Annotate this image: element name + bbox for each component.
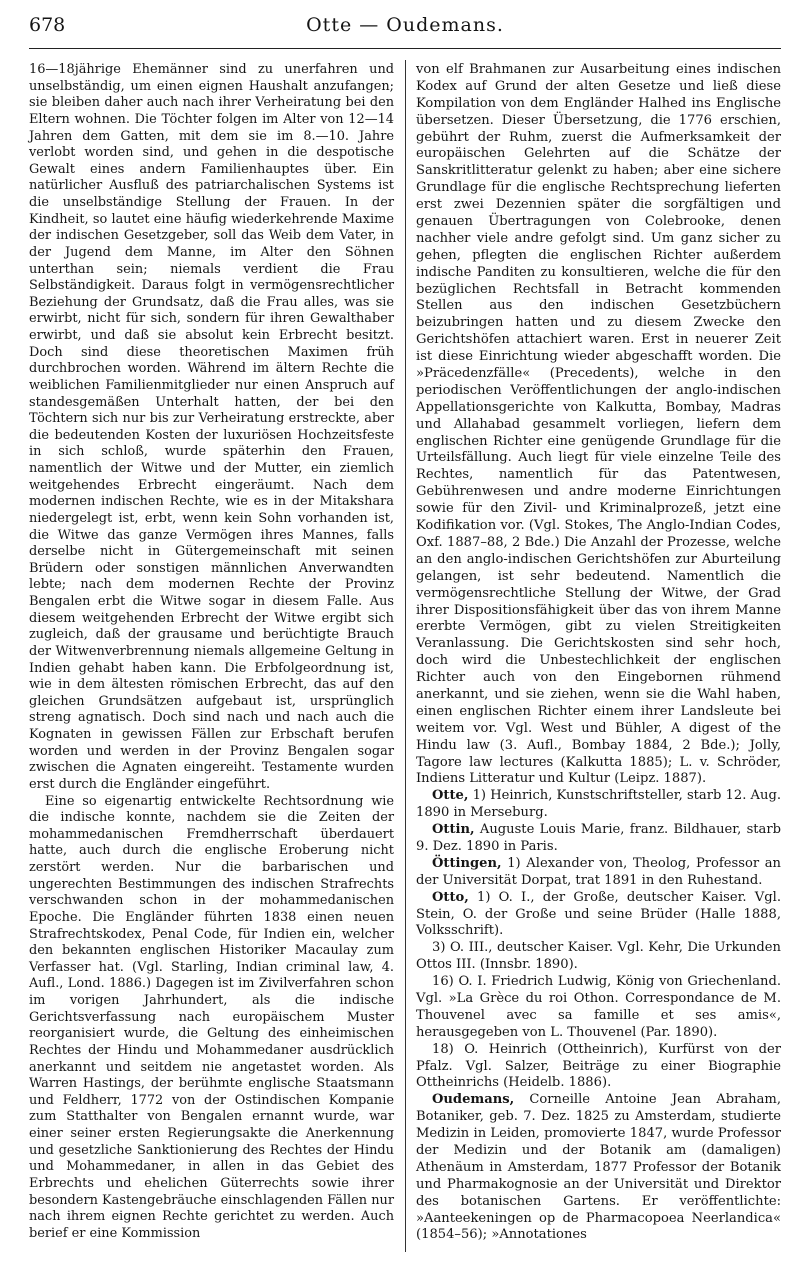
running-title: Otte — Oudemans. — [306, 14, 504, 36]
paragraph: von elf Brahmanen zur Ausarbeitung eines indischen Kodex auf Grund der alten Gesetze und ließ diese Kompilation von dem Engländer Halhed ins Englische übersetzen. Dieser Übersetzung, die 1776 erschien, gebührt der Ruhm, zuerst die Aufmerksamkeit der europäischen Gelehrten auf die Schätze der Sanskritlitteratur gelenkt zu haben; aber eine sichere Grundlage für die englische Rechtsprechung lieferten erst zwei Dezennien später die sorgfältigen und genauen Übertragungen von Colebrooke, denen nachher viele andre gefolgt sind. Um ganz sicher zu gehen, pflegten die englischen Richter außerdem indische Panditen zu konsultieren, welche die für den bezüglichen Rechtsfall in Betracht kommenden Stellen aus den indischen Gesetzbüchern beizubringen hatten und zu diesem Zwecke den Gerichtshöfen attachiert waren. Erst in neuerer Zeit ist diese Einrichtung wieder abgeschafft worden. Die »Präcedenzfälle« (Precedents), welche in den periodischen Veröffentlichungen der anglo-indischen Appellationsgerichte von Kalkutta, Bombay, Madras und Allahabad gesammelt vorliegen, liefern dem englischen Richter eine genügende Grundlage für die Urteilsfällung. Auch liegt für viele einzelne Teile des Rechtes, namentlich für das Patentwesen, Gebührenwesen und andre moderne Einrichtungen sowie für den Zivil- und Kriminalprozeß, jetzt eine Kodifikation vor. (Vgl. Stokes, The Anglo-Indian Codes, Oxf. 1887–88, 2 Bde.) Die Anzahl der Prozesse, welche an den anglo-indischen Gerichtshöfen zur Aburteilung gelangen, ist sehr bedeutend. Namentlich die vermögensrechtliche Stellung der Witwe, der Grad ihrer Dispositionsfähigkeit über das von ihrem Manne ererbte Vermögen, gibt zu vielen Streitigkeiten Veranlassung. Die Gerichtskosten sind sehr hoch, doch wird die Unbestechlichkeit der englischen Richter auch von den Eingebornen rühmend anerkannt, und sie ziehen, wenn sie die Wahl haben, einen englischen Richter einem ihrer Landsleute bei weitem vor. Vgl. West und Bühler, A digest of the Hindu law (3. Aufl., Bombay 1884, 2 Bde.); Jolly, Tagore law lectures (Kalkutta 1885); L. v. Schröder, Indiens Litteratur und Kultur (Leipz. 1887). — [416, 62, 781, 787]
entry-text: Corneille Antoine Jean Abraham, Botaniker, geb. 7. Dez. 1825 zu Amsterdam, studierte Medizin in Leiden, promovierte 1847, wurde Professor der Medizin und der Botanik am (damaligen) Athenäum in Amsterdam, 1877 Professor der Botanik und Pharmakognosie an der Universität und Direktor des botanischen Gartens. Er veröffentlichte: »Aanteekeningen op de Pharmacopoea Neerlandica« (1854–56); »Annotationes — [416, 1092, 781, 1243]
paragraph: 16—18jährige Ehemänner sind zu unerfahren und unselbständig, um einen eignen Haushalt anzufangen; sie bleiben daher auch nach ihrer Verheiratung bei den Eltern wohnen. Die Töchter folgen im Alter von 12—14 Jahren dem Gatten, mit dem sie im 8.—10. Jahre verlobt worden sind, und gehen in die despotische Gewalt eines andern Familienhauptes über. Ein natürlicher Ausfluß des patriarchalischen Systems ist die unselbständige Stellung der Frauen. In der Kindheit, so lautet eine häufig wiederkehrende Maxime der indischen Gesetzgeber, soll das Weib dem Vater, in der Jugend dem Manne, im Alter den Söhnen unterthan sein; niemals verdient die Frau Selbständigkeit. Daraus folgt in vermögensrechtlicher Beziehung der Grundsatz, daß die Frau alles, was sie erwirbt, nicht für sich, sondern für ihren Gewalthaber erwirbt, und daß sie absolut kein Erbrecht besitzt. Doch sind diese theoretischen Maximen früh durchbrochen worden. Während im ältern Rechte die weiblichen Familienmitglieder nur einen Anspruch auf standesgemäßen Unterhalt hatten, der bei den Töchtern sich nur bis zur Verheiratung erstreckte, aber die bedeutenden Kosten der luxuriösen Hochzeitsfeste in sich schloß, wurde späterhin den Frauen, namentlich der Witwe und der Mutter, ein ziemlich weitgehendes Erbrecht eingeräumt. Nach dem modernen indischen Rechte, wie es in der Mitakshara niedergelegt ist, erbt, wenn kein Sohn vorhanden ist, die Witwe das ganze Vermögen ihres Mannes, falls derselbe nicht in Gütergemeinschaft mit seinen Brüdern oder sonstigen männlichen Anverwandten lebte; nach dem modernen Rechte der Provinz Bengalen erbt die Witwe sogar in diesem Falle. Aus diesem weitgehenden Erbrecht der Witwe ergibt sich zugleich, daß der grausame und berüchtigte Brauch der Witwenverbrennung niemals allgemeine Geltung in Indien gehabt haben kann. Die Erbfolgeordnung ist, wie in dem ältesten römischen Erbrecht, das auf den gleichen Grundsätzen aufgebaut ist, ursprünglich streng agnatisch. Doch sind nach und nach auch die Kognaten in gewissen Fällen zur Erbschaft berufen worden und werden in der Provinz Bengalen sogar zwischen die Agnaten eingereiht. Testamente wurden erst durch die Engländer eingeführt. — [29, 62, 394, 792]
entry-text: 1) Alexander von, Theolog, Professor an der Universität Dorpat, trat 1891 in den Ruhestand. — [416, 855, 781, 888]
headword: Otto, — [432, 889, 469, 905]
entry-oettingen — [416, 856, 781, 890]
entry-ottin — [416, 822, 781, 856]
headword: Oudemans, — [432, 1092, 515, 1108]
headword: Öttingen, — [432, 855, 502, 871]
entry-otto-18: 18) O. Heinrich (Ottheinrich), Kurfürst von der Pfalz. Vgl. Salzer, Beiträge zu einer Biographie Ottheinrichs (Heidelb. 1886). — [416, 1041, 781, 1091]
headword: Ottin, — [432, 822, 475, 838]
paragraph: Eine so eigenartig entwickelte Rechtsordnung wie die indische konnte, nachdem sie die Zeiten der mohammedanischen Fremdherrschaft überdauert hatte, auch durch die englische Eroberung nicht zerstört werden. Nur die barbarischen und ungerechten Bestimmungen des indischen Strafrechts verschwanden schon in der mohammedanischen Epoche. Die Engländer führten 1838 einen neuen Strafrechtskodex, Penal Code, für Indien ein, welcher den bekannten englischen Historiker Macaulay zum Verfasser hat. (Vgl. Starling, Indian criminal law, 4. Aufl., Lond. 1886.) Dagegen ist im Zivilverfahren schon im vorigen Jahrhundert, als die indische Gerichtsverfassung nach europäischem Muster reorganisiert wurde, die Geltung des einheimischen Rechtes der Hindu und Mohammedaner ausdrücklich anerkannt und seitdem nie angetastet worden. Als Warren Hastings, der berühmte englische Staatsmann und Feldherr, 1772 von der Ostindischen Kompanie zum Statthalter von Bengalen ernannt wurde, war einer seiner ersten Regierungsakte die Anerkennung und gesetzliche Sanktionierung des Rechtes der Hindu und Mohammedaner, in allen in das Gebiet des Erbrechts und ehelichen Güterrechts sowie ihrer besondern Kastengebräuche einschlagenden Fällen nur nach ihrem eignen Rechte gerichtet zu werden. Auch berief er eine Kommission — [29, 793, 394, 1241]
left-column — [29, 62, 394, 1242]
entry-otto — [416, 890, 781, 941]
right-column — [416, 62, 781, 1244]
page-header — [29, 6, 781, 44]
entry-otto-3: 3) O. III., deutscher Kaiser. Vgl. Kehr, Die Urkunden Ottos III. (Innsbr. 1890). — [416, 940, 781, 973]
entry-text: 1) Heinrich, Kunstschriftsteller, starb 12. Aug. 1890 in Merseburg. — [416, 788, 781, 821]
entry-otte — [416, 788, 781, 822]
column-divider — [405, 60, 406, 1252]
entry-oudemans — [416, 1092, 781, 1244]
entry-text: 1) O. I., der Große, deutscher Kaiser. Vgl. Stein, O. der Große und seine Brüder (Halle 1888, Volksschrift). — [416, 889, 781, 939]
entry-text: Auguste Louis Marie, franz. Bildhauer, starb 9. Dez. 1890 in Paris. — [416, 822, 781, 854]
headword: Otte, — [432, 788, 469, 804]
page-number: 678 — [29, 14, 66, 36]
entry-otto-16: 16) O. I. Friedrich Ludwig, König von Griechenland. Vgl. »La Grèce du roi Othon. Correspondance de M. Thouvenel avec sa famille et ses amis«, herausgegeben von L. Thouvenel (Par. 1890). — [416, 974, 781, 1040]
header-rule — [29, 48, 781, 49]
